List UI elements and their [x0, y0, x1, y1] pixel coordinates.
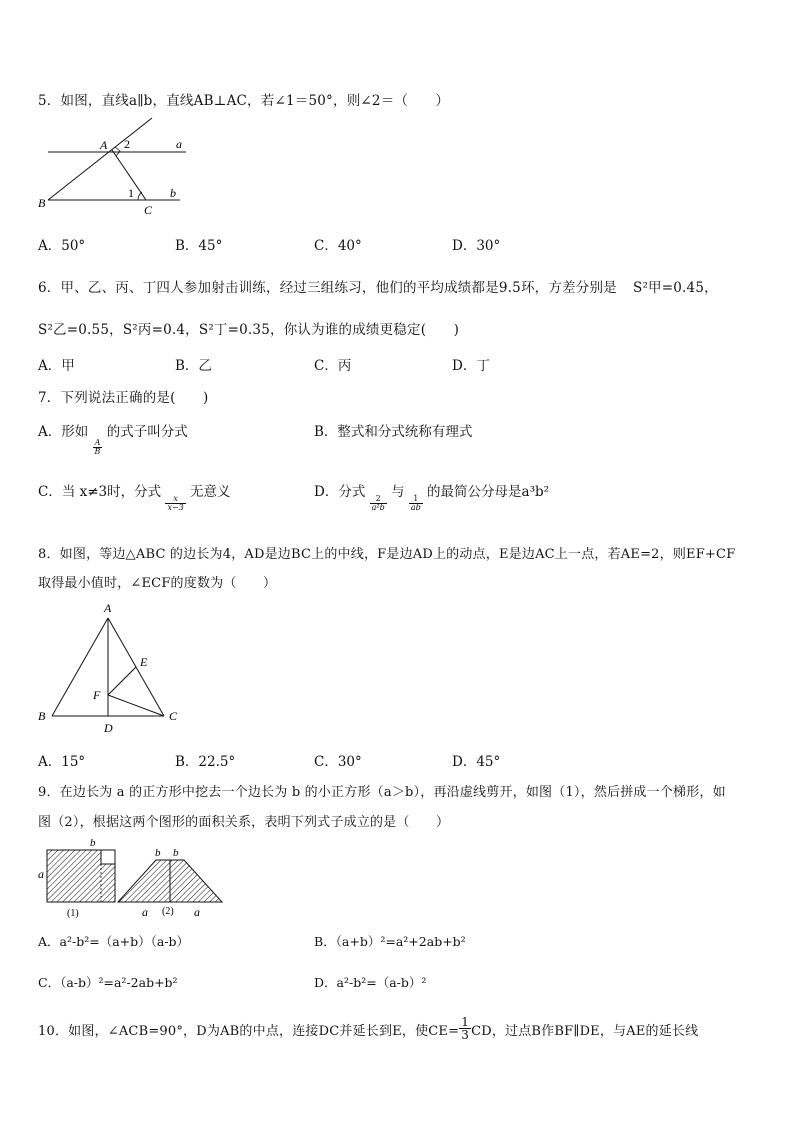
- q9-stem-line2: 图（2），根据这两个图形的面积关系，表明下列式子成立的是（ ）: [38, 815, 450, 830]
- q6-option-a[interactable]: A．甲: [38, 358, 75, 374]
- q7-option-d[interactable]: [314, 480, 549, 512]
- fig5-label-B: B: [38, 196, 46, 210]
- q5-figure: [36, 114, 196, 220]
- fig8-label-C: C: [169, 709, 178, 723]
- q7-d-pre: D．分式: [314, 484, 366, 500]
- q8-figure: [32, 598, 192, 740]
- q9-option-b[interactable]: B．（a+b）²=a²+2ab+b²: [314, 934, 466, 949]
- q6-line2: S²乙=0.55，S²丙=0.4，S²丁=0.35，你认为谁的成绩更稳定( ): [38, 322, 460, 338]
- fig8-label-D: D: [104, 721, 113, 735]
- q10-stem: [38, 1016, 698, 1041]
- fig5-label-2: 2: [124, 137, 130, 151]
- q5-option-d[interactable]: D．30°: [452, 238, 501, 254]
- q5-option-b[interactable]: B．45°: [175, 238, 223, 254]
- q6-option-c[interactable]: C．丙: [314, 358, 352, 374]
- q7-d-fraction-1: $\frac{2}{\text{a²b}}$: [371, 494, 385, 512]
- q6-stem: 6．甲、乙、丙、丁四人参加射击训练，经过三组练习，他们的平均成绩都是9.5环，方差分别是: [38, 280, 617, 296]
- fig5-label-C: C: [144, 203, 153, 217]
- q6-option-d[interactable]: D．丁: [452, 358, 490, 374]
- fig9-label-a3: a: [194, 905, 200, 919]
- q8-stem-line2: 取得最小值时，∠ECF的度数为（ ）: [38, 576, 277, 591]
- fig5-label-a: a: [176, 137, 182, 151]
- q7-a-pre: A．形如: [38, 424, 89, 440]
- q6-option-b[interactable]: B．乙: [175, 358, 212, 374]
- q9-stem-line1: 9．在边长为 a 的正方形中挖去一个边长为 b 的小正方形（a＞b），再沿虚线剪开，如图（1），然后拼成一个梯形，如: [38, 785, 726, 800]
- q7-option-b[interactable]: B．整式和分式统称有理式: [314, 424, 473, 440]
- fig8-label-A: A: [104, 601, 112, 615]
- fig8-label-F: F: [93, 688, 101, 702]
- q7-c-pre: C．当 x≠3时，分式: [38, 484, 162, 500]
- q8-stem-line1: 8．如图，等边△ABC 的边长为4，AD是边BC上的中线，F是边AD上的动点，E是边AC上一点，若AE=2，则EF+CF: [38, 547, 736, 562]
- q8-option-b[interactable]: B．22.5°: [175, 754, 236, 770]
- q7-a-fraction: $\frac{A}{B}$: [94, 438, 101, 456]
- q10-stem-pre: 10．如图，∠ACB=90°，D为AB的中点，连接DC并延长到E，使CE=: [38, 1024, 460, 1039]
- q10-fraction: $\frac{1}{3}$: [461, 1015, 470, 1042]
- q7-c-fraction: $\frac{x}{x-3}$: [167, 494, 184, 512]
- q7-d-post: 的最简公分母是a³b²: [427, 484, 550, 500]
- q6-var-jia: S²甲=0.45，: [633, 280, 718, 296]
- fig8-label-B: B: [38, 709, 46, 723]
- q5-option-a[interactable]: A．50°: [38, 238, 86, 254]
- q9-option-d[interactable]: D．a²-b²=（a-b）²: [314, 975, 427, 990]
- fig9-label-a1: a: [38, 867, 44, 881]
- q8-option-c[interactable]: C．30°: [314, 754, 362, 770]
- q7-option-a[interactable]: [38, 420, 188, 456]
- fig5-label-1: 1: [128, 186, 134, 200]
- q10-stem-post: CD，过点B作BF∥DE，与AE的延长线: [471, 1024, 699, 1039]
- q7-d-mid: 与: [391, 484, 405, 500]
- q9-option-a[interactable]: A．a²-b²=（a+b）（a-b）: [38, 934, 190, 949]
- fig9-label-a2: a: [142, 905, 148, 919]
- fig9-caption-1: (1): [67, 908, 79, 919]
- fig9-label-b1: b: [90, 837, 96, 849]
- q8-option-a[interactable]: A．15°: [38, 754, 86, 770]
- fig8-label-E: E: [140, 655, 148, 669]
- fig5-label-A: A: [100, 138, 108, 152]
- q7-c-post: 无意义: [190, 484, 231, 500]
- q9-figure: [34, 834, 234, 920]
- q7-stem: 7．下列说法正确的是( ): [38, 390, 209, 406]
- q5-option-c[interactable]: C．40°: [314, 238, 362, 254]
- fig9-caption-2: (2): [162, 906, 174, 917]
- fig9-label-b3: b: [173, 847, 179, 859]
- q8-option-d[interactable]: D．45°: [452, 754, 501, 770]
- fig5-label-b: b: [170, 186, 176, 200]
- q9-option-c[interactable]: C．（a-b）²=a²-2ab+b²: [38, 975, 178, 990]
- q7-d-fraction-2: $\frac{1}{ab}$: [410, 494, 421, 512]
- q5-stem: 5．如图，直线a∥b，直线AB⊥AC，若∠1＝50°，则∠2＝（ ）: [38, 93, 450, 109]
- q7-a-post: 的式子叫分式: [106, 424, 188, 440]
- q7-option-c[interactable]: [38, 480, 231, 512]
- fig9-label-b2: b: [155, 847, 161, 859]
